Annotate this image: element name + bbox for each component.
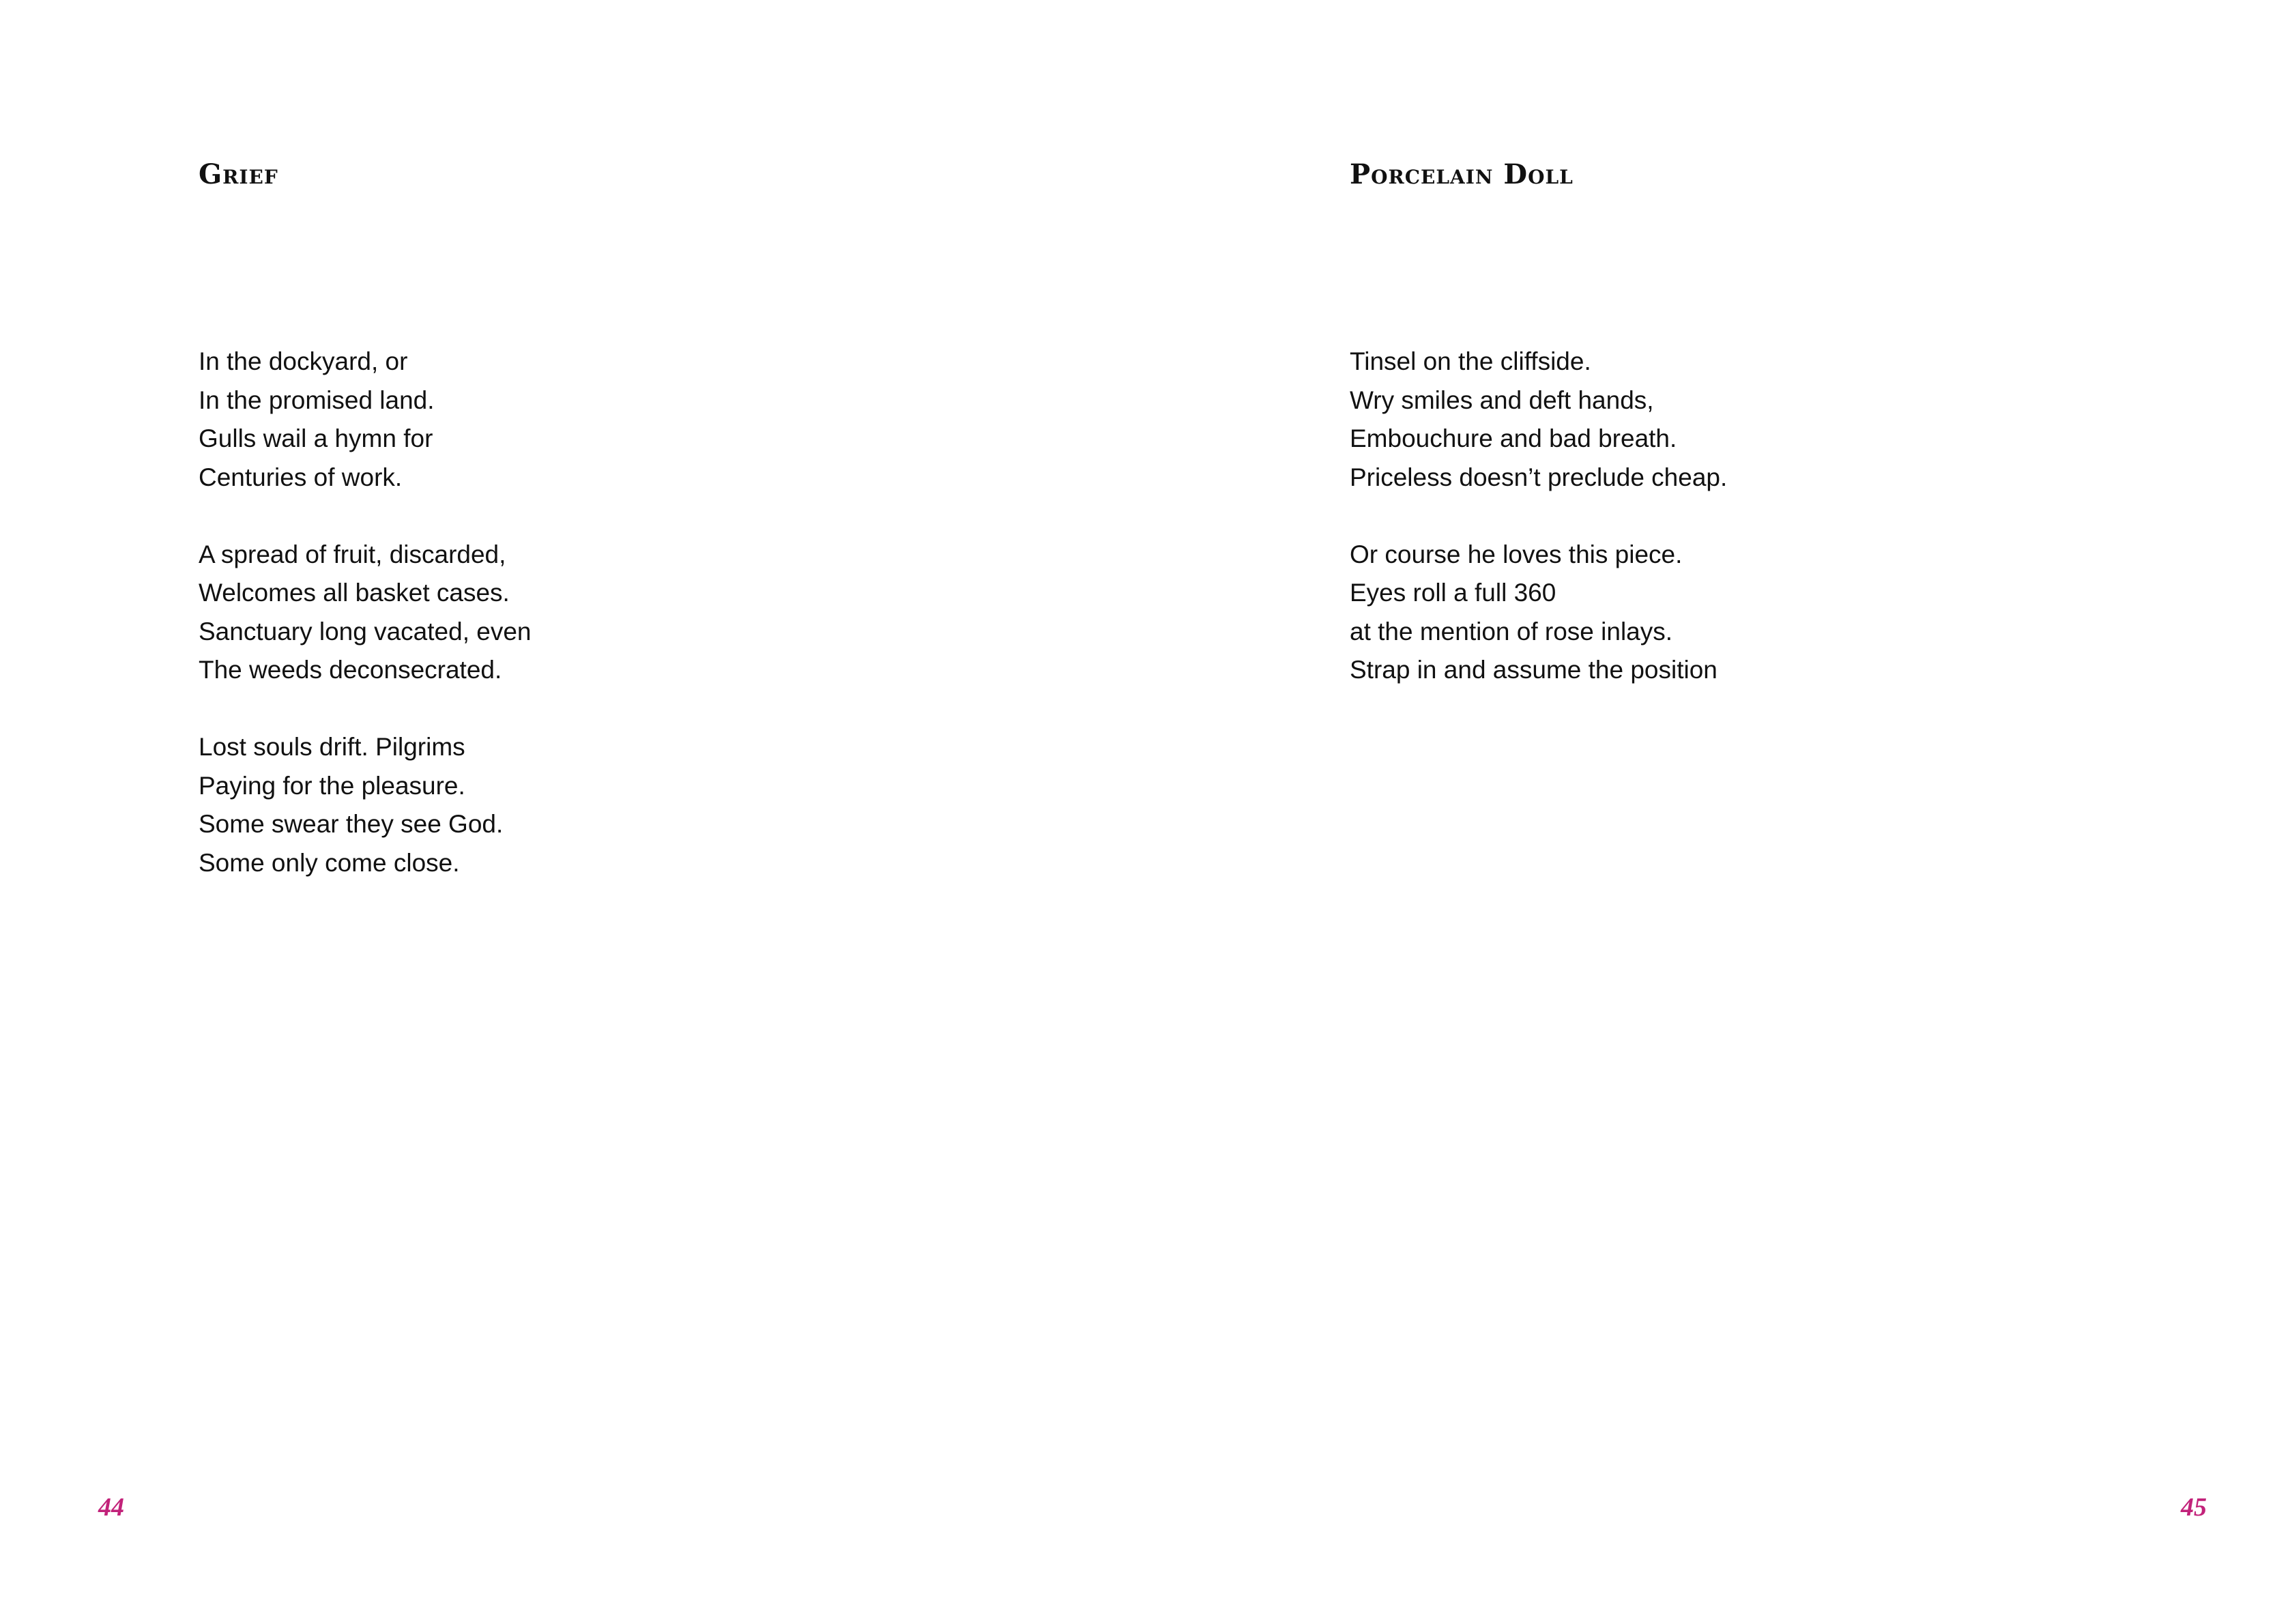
poem-title-grief: Grief	[199, 158, 278, 190]
poem-line: Wry smiles and deft hands,	[1350, 386, 1654, 414]
poem-line: In the promised land.	[199, 386, 435, 414]
poem-line: Some only come close.	[199, 848, 460, 877]
poem-line: A spread of fruit, discarded,	[199, 540, 506, 568]
stanza	[199, 343, 532, 497]
page-number-right: 45	[2181, 1493, 2207, 1522]
poem-line: Gulls wail a hymn for	[199, 424, 433, 452]
stanza	[1350, 536, 1727, 690]
poem-line: Eyes roll a full 360	[1350, 579, 1556, 607]
poem-line: Tinsel on the cliffside.	[1350, 347, 1591, 375]
poem-title-porcelain-doll: Porcelain Doll	[1350, 158, 1574, 190]
poem-body-grief	[199, 343, 532, 882]
poem-line: In the dockyard, or	[199, 347, 408, 375]
poem-line: The weeds deconsecrated.	[199, 656, 502, 684]
poem-line: Some swear they see God.	[199, 810, 504, 838]
stanza	[199, 728, 532, 882]
stanza	[1350, 343, 1727, 497]
poem-line: Sanctuary long vacated, even	[199, 617, 532, 646]
poem-line: Embouchure and bad breath.	[1350, 424, 1677, 452]
poem-line: Lost souls drift. Pilgrims	[199, 733, 465, 761]
poem-body-porcelain-doll	[1350, 343, 1727, 690]
poem-line: Welcomes all basket cases.	[199, 579, 510, 607]
poem-line: Priceless doesn’t preclude cheap.	[1350, 463, 1728, 491]
poem-line: at the mention of rose inlays.	[1350, 617, 1673, 646]
stanza	[199, 536, 532, 690]
page-number-left: 44	[98, 1493, 124, 1522]
right-page	[1145, 0, 2290, 1624]
poem-line: Centuries of work.	[199, 463, 403, 491]
poem-line: Or course he loves this piece.	[1350, 540, 1683, 568]
poem-line: Strap in and assume the position	[1350, 656, 1718, 684]
poem-line: Paying for the pleasure.	[199, 771, 465, 800]
